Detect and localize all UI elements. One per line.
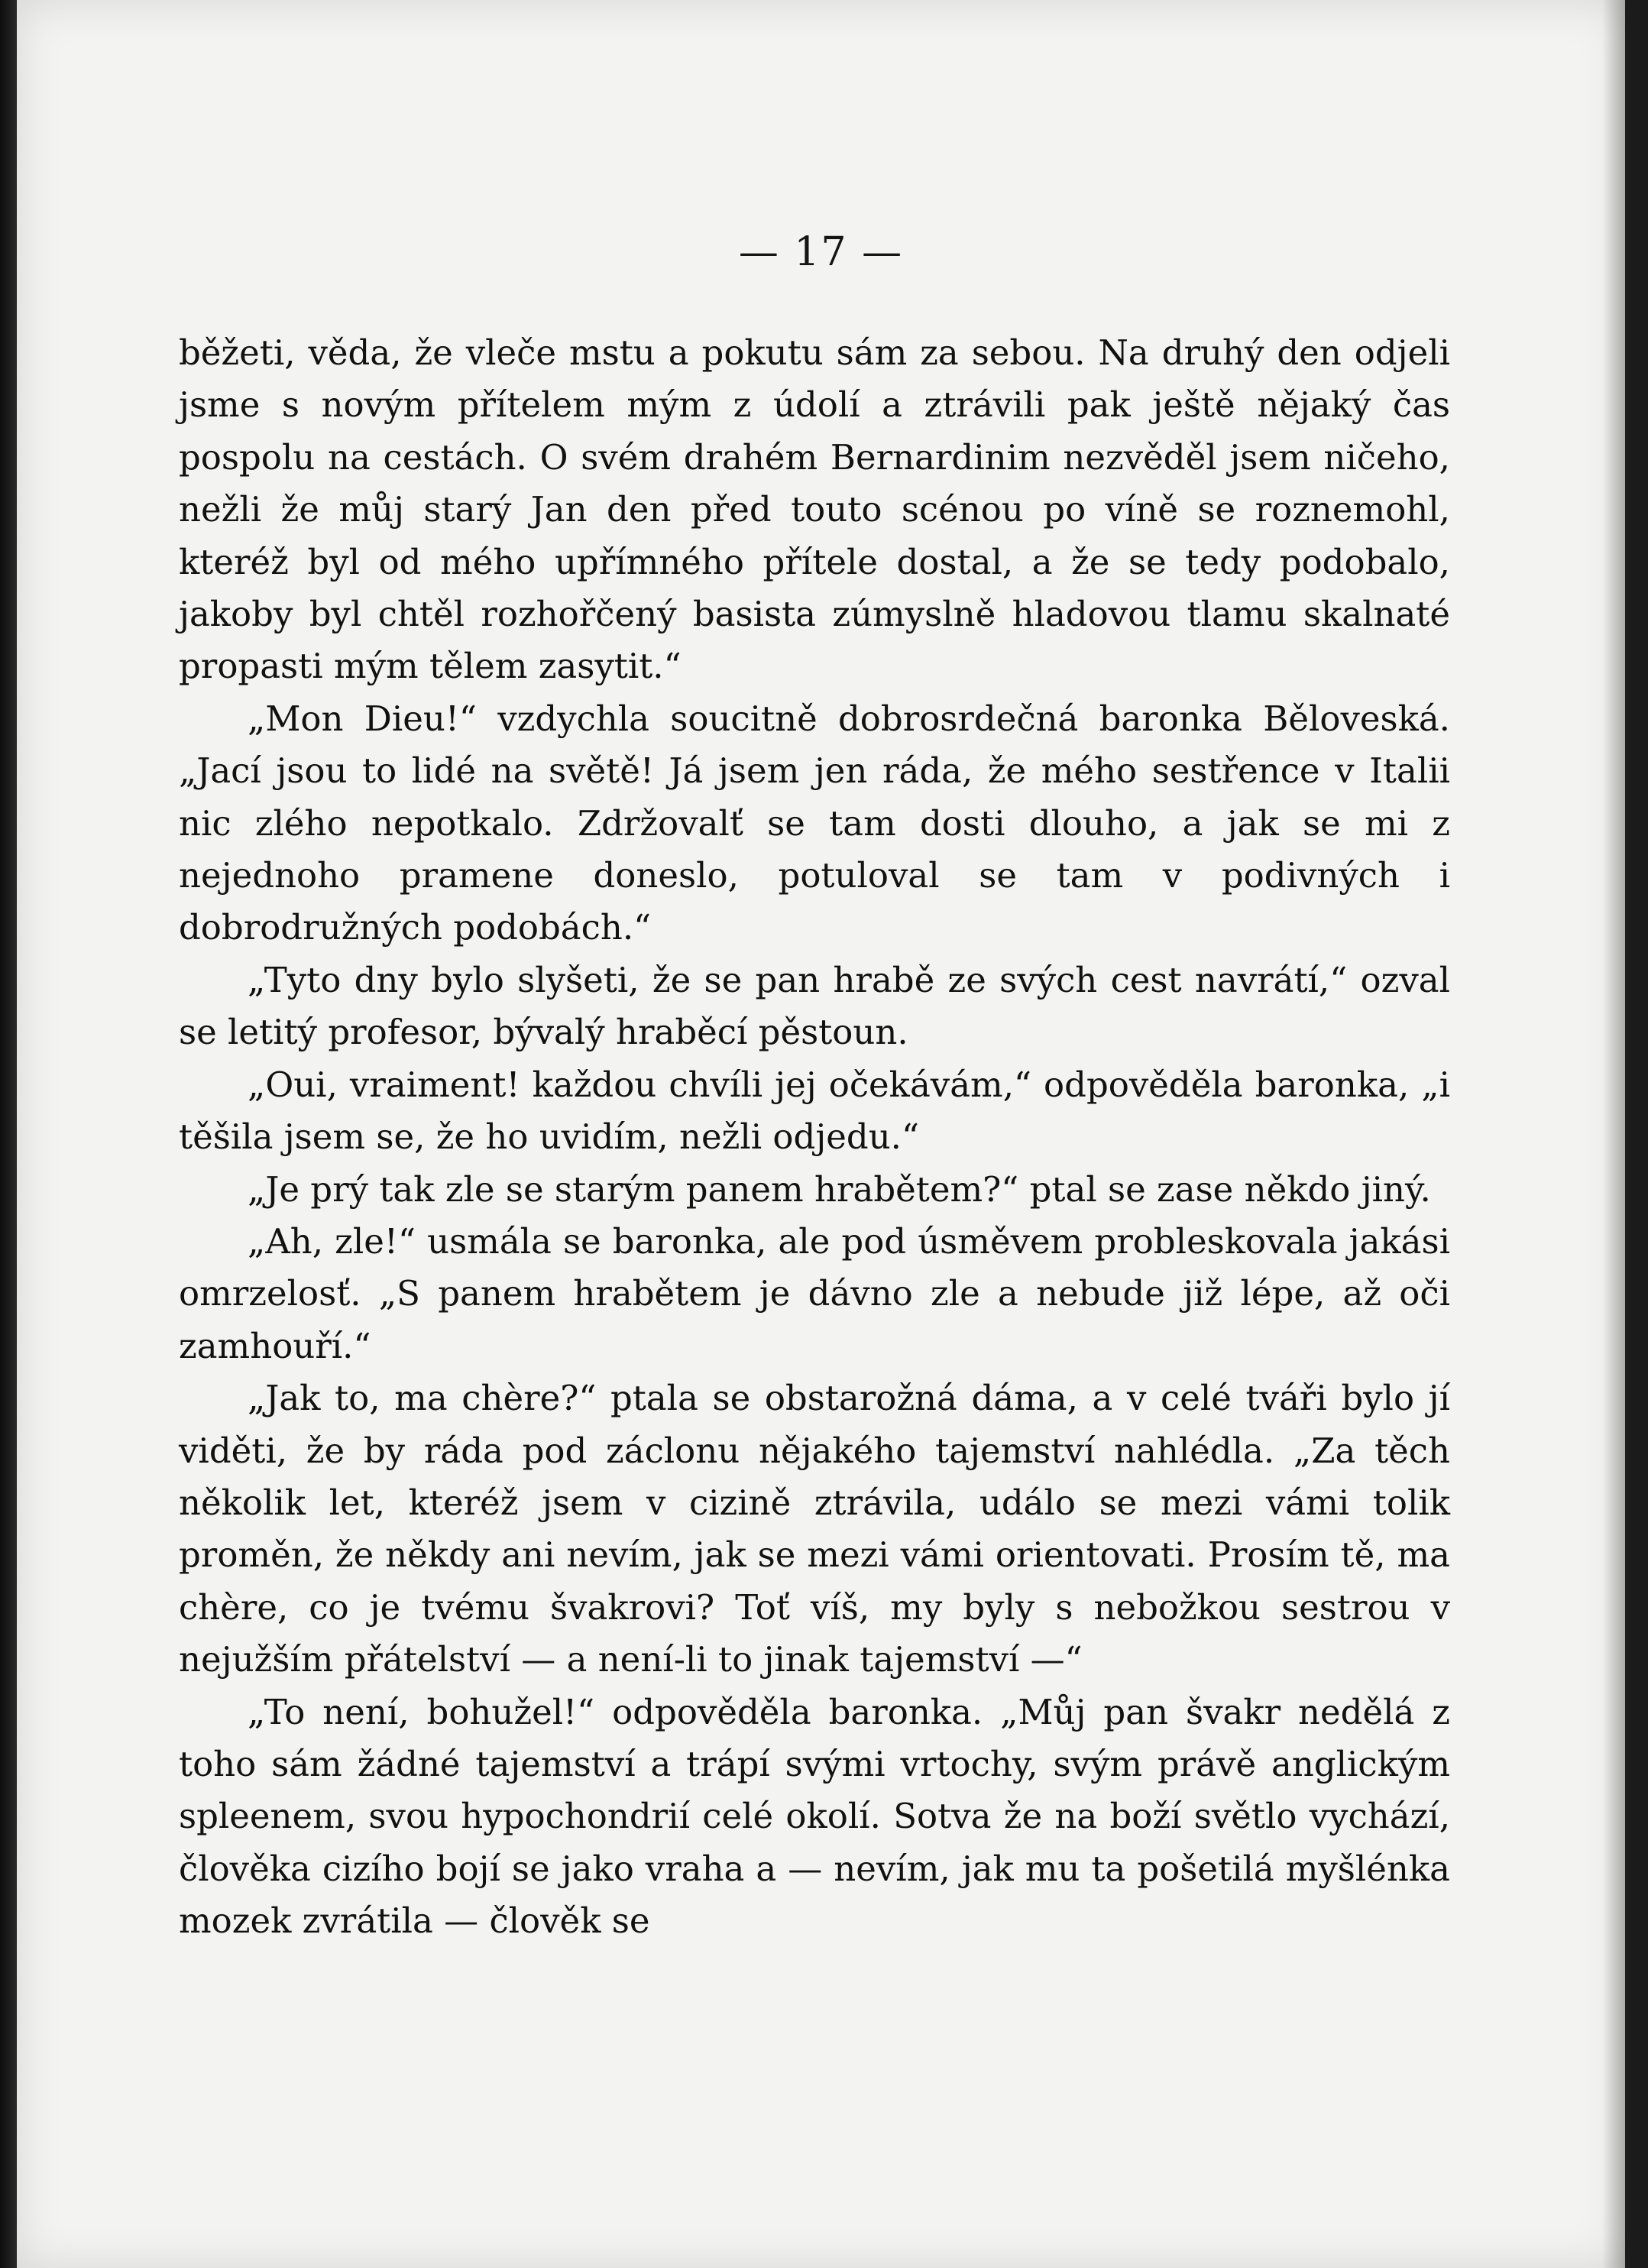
body-text	[179, 327, 1450, 1948]
paragraph-1: běžeti, věda, že vleče mstu a pokutu sám za sebou. Na druhý den odjeli jsme s novým přítelem mým z údolí a ztrávili pak ještě nějaký čas pospolu na cestách. O svém drahém Bernardinim nezvěděl jsem ničeho, nežli že můj starý Jan den před touto scénou po víně se roznemohl, kteréž byl od mého upřímného přítele dostal, a že se tedy podobalo, jakoby byl chtěl rozhořčený basista zúmyslně hladovou tlamu skalnaté propasti mým tělem zasytit.“	[179, 332, 1450, 687]
paragraph-5: „Je prý tak zle se starým panem hrabětem?“ ptal se zase někdo jiný.	[248, 1168, 1431, 1210]
paragraph-8: „To není, bohužel!“ odpověděla baronka. „Můj pan švakr nedělá z toho sám žádné tajemství a trápí svými vrtochy, svým právě anglickým spleenem, svou hypochondrií celé okolí. Sotva že na boží světlo vychází, člověka cizího bojí se jako vraha a — nevím, jak mu ta pošetilá myšlénka mozek zvrátila — člověk se	[179, 1691, 1450, 1942]
page-number: — 17 —	[738, 229, 904, 275]
page-edge-shadow	[1602, 0, 1625, 2268]
paragraph-2: „Mon Dieu!“ vzdychla soucitně dobrosrdečná baronka Běloveská. „Jací jsou to lidé na světě! Já jsem jen ráda, že mého sestřence v Italii nic zlého nepotkalo. Zdržovalť se tam dosti dlouho, a jak se mi z nejednoho pramene doneslo, potuloval se tam v podivných i dobrodružných podobách.“	[179, 698, 1450, 948]
paragraph-4: „Oui, vraiment! každou chvíli jej očekávám,“ odpověděla baronka, „i těšila jsem se, že ho uvidím, nežli odjedu.“	[179, 1064, 1450, 1158]
book-binding-shadow	[0, 0, 17, 2268]
paragraph-7: „Jak to, ma chère?“ ptala se obstarožná dáma, a v celé tváři bylo jí viděti, že by ráda pod záclonu nějakého tajemství nahlédla. „Za těch několik let, kteréž jsem v cizině ztrávila, událo se mezi vámi tolik proměn, že někdy ani nevím, jak se mezi vámi orientovati. Prosím tě, ma chère, co je tvému švakrovi? Toť víš, my byly s nebožkou sestrou v nejužším přátelství — a není-li to jinak tajemství —“	[179, 1378, 1450, 1680]
book-page	[17, 0, 1625, 2268]
paragraph-6: „Ah, zle!“ usmála se baronka, ale pod úsměvem probleskovala jakási omrzelosť. „S panem hrabětem je dávno zle a nebude již lépe, až oči zamhouří.“	[179, 1220, 1450, 1366]
paragraph-3: „Tyto dny bylo slyšeti, že se pan hrabě ze svých cest navrátí,“ ozval se letitý profesor, bývalý hraběcí pěstoun.	[179, 959, 1450, 1053]
